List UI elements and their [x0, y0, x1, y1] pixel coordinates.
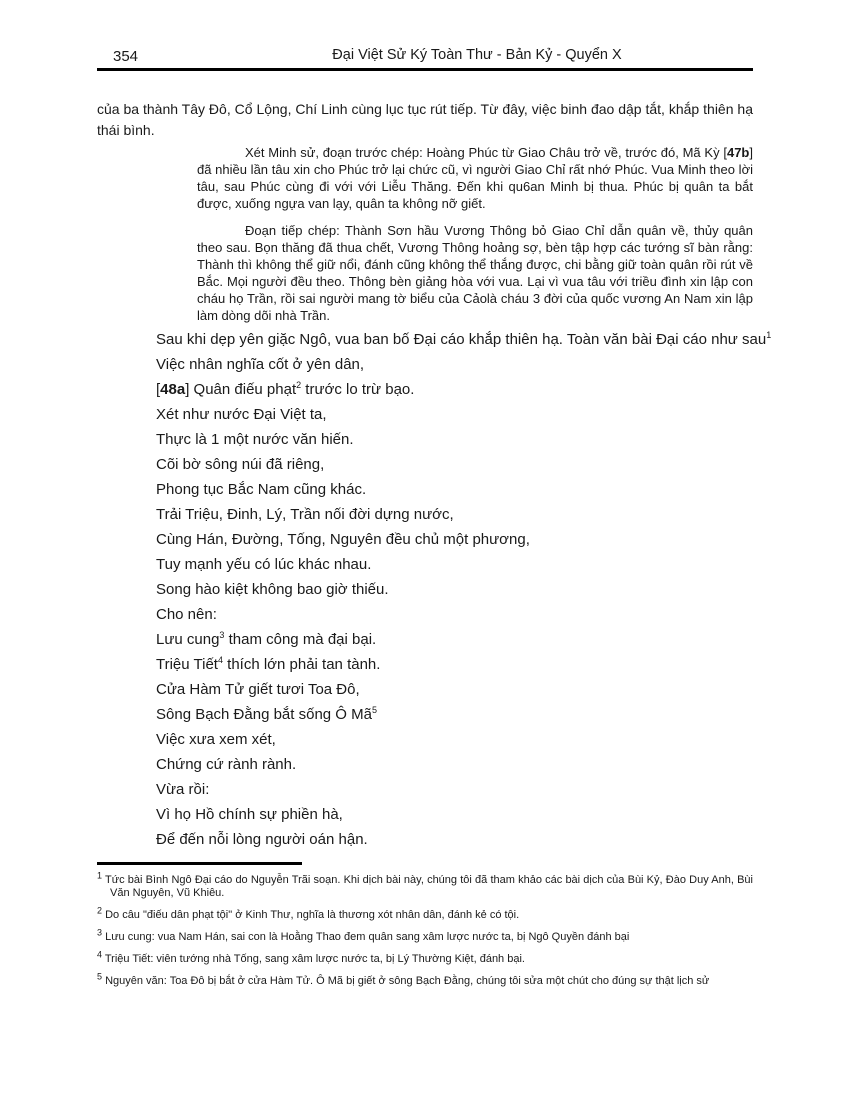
text-line: Để đến nỗi lòng người oán hận. — [156, 831, 368, 848]
text-line: Sông Bạch Đằng bắt sống Ô $Mã^5$ — [156, 705, 377, 723]
footnotes-section — [97, 870, 753, 988]
block-quote: Xét Minh sử, đoạn trước chép: Hoàng Phúc từ Giao Châu trở về, trước đó, Mã Kỳ [47b] đã nhiều lần tâu xin cho Phúc trở lại chức cũ, vì người Giao Chỉ rất nhớ Phúc. Vua Minh theo lời tâu, sau Phúc cùng đi với với Liễu Thăng. Đến khi qu6an Minh bị thua. Phúc bị quân ta bắt được, xuống ngựa van lạy, quân ta không nỡ giết. — [197, 145, 753, 211]
text-line: Thực là 1 một nước văn hiến. — [156, 431, 354, 448]
text-line: Tuy mạnh yếu có lúc khác nhau. — [156, 556, 372, 573]
footnote: $^3$ Lưu cung: vua Nam Hán, sai con là Hoằng Thao đem quân sang xâm lược nước ta, bị Ngô Quyền đánh bại — [97, 927, 630, 943]
text-line: Vừa rồi: — [156, 781, 210, 798]
text-line: Sau khi dẹp yên giặc Ngô, vua ban bố Đại cáo khắp thiên hạ. Toàn văn bài Đại cáo như sau$^1$ — [156, 330, 772, 348]
footnote-number: 4 — [97, 949, 103, 960]
text-line: Vì họ Hồ chính sự phiền hà, — [156, 806, 343, 823]
block-quote: Đoạn tiếp chép: Thành Sơn hầu Vương Thông bỏ Giao Chỉ dẫn quân về, thủy quân theo sau. Bọn thăng đã thua chết, Vương Thông hoảng sợ, bèn tập hợp các tướng sĩ bàn rằng: Thành thì không thể giữ nổi, đánh cũng không thể thắng được, chi bằng giữ toàn quân rồi rút về Bắc. Mọi người đều theo. Thông bèn giảng hòa với vua. Lại vì vua tâu với triều đình xin lập con cháu họ Trần, rồi sai người mang tờ biểu của Cảolà cháu 3 đời của quốc vương An Nam xin lập làm dòng dõi nhà Trần. — [197, 223, 753, 323]
footnote: $^5$ Nguyên văn: Toa Đô bị bắt ở cửa Hàm Tử. Ô Mã bị giết ở sông Bạch Đằng, chúng tôi sửa một chút cho đúng sự thật lịch sử — [97, 971, 710, 987]
footnote-ref: 4 — [217, 655, 223, 665]
text-line: Việc nhân nghĩa cốt ở yên dân, — [156, 356, 365, 373]
footnote-number: 2 — [97, 905, 103, 916]
text-line: Chứng cứ rành rành. — [156, 756, 297, 773]
text-line: Cho nên: — [156, 606, 217, 623]
text-line: Cõi bờ sông núi đã riêng, — [156, 456, 325, 473]
folio-ref: 48a — [160, 381, 186, 398]
footnote-number: 3 — [97, 927, 103, 938]
page-content — [97, 99, 772, 997]
footnote-ref: 3 — [219, 630, 225, 640]
text-line: [48a] Quân điếu phạt$^2$ trước lo trừ bạo. — [156, 380, 415, 398]
text-line: Việc xưa xem xét, — [156, 731, 276, 748]
text-line: Cùng Hán, Đường, Tống, Nguyên đều chủ một phương, — [156, 531, 530, 548]
text-line: Triệu Tiết$^4$ thích lớn phải tan tành. — [156, 655, 381, 673]
footnote-ref: 1 — [766, 330, 772, 340]
header-title: Đại Việt Sử Ký Toàn Thư - Bản Kỷ - Quyển X — [332, 47, 622, 63]
header-rule — [97, 68, 753, 71]
text-line: Xét như nước Đại Việt ta, — [156, 406, 327, 423]
footnote-ref: 2 — [296, 380, 302, 390]
page-number: 354 — [113, 48, 139, 65]
text-line: Song hào kiệt không bao giờ thiếu. — [156, 581, 389, 598]
text-line: Cửa Hàm Tử giết tươi Toa Đô, — [156, 681, 360, 698]
commentary-quotes — [97, 144, 753, 324]
footnote-number: 5 — [97, 971, 103, 982]
folio-ref: 47b — [726, 145, 750, 160]
footnote: $^4$ Triệu Tiết: viên tướng nhà Tống, sang xâm lược nước ta, bị Lý Thường Kiệt, đánh bại. — [97, 949, 525, 965]
footnote: $^2$ Do câu "điếu dân phạt tội" ở Kinh Thư, nghĩa là thương xót nhân dân, đánh kẻ có tội. — [97, 905, 520, 921]
footnote: $^1$ Tức bài Bình Ngô Đại cáo do Nguyễn Trãi soạn. Khi dịch bài này, chúng tôi đã tham khảo các bài dịch của Bùi Kỷ, Đào Duy Anh, Bùi Văn Nguyên, Vũ Khiêu. — [97, 870, 753, 899]
footnote-ref: 5 — [371, 705, 377, 715]
footnote-number: 1 — [97, 870, 103, 881]
text-line: Trải Triệu, Đinh, Lý, Trần nối đời dựng nước, — [156, 506, 454, 523]
proclamation-lines — [97, 327, 772, 852]
intro-paragraph: của ba thành Tây Đô, Cổ Lộng, Chí Linh cùng lục tục rút tiếp. Từ đây, việc binh đao dập tắt, khắp thiên hạ thái bình. — [97, 101, 753, 138]
footnote-rule — [97, 862, 302, 865]
text-line: Lưu cung$^3$ tham công mà đại bại. — [156, 630, 377, 648]
text-line: Phong tục Bắc Nam cũng khác. — [156, 481, 367, 498]
